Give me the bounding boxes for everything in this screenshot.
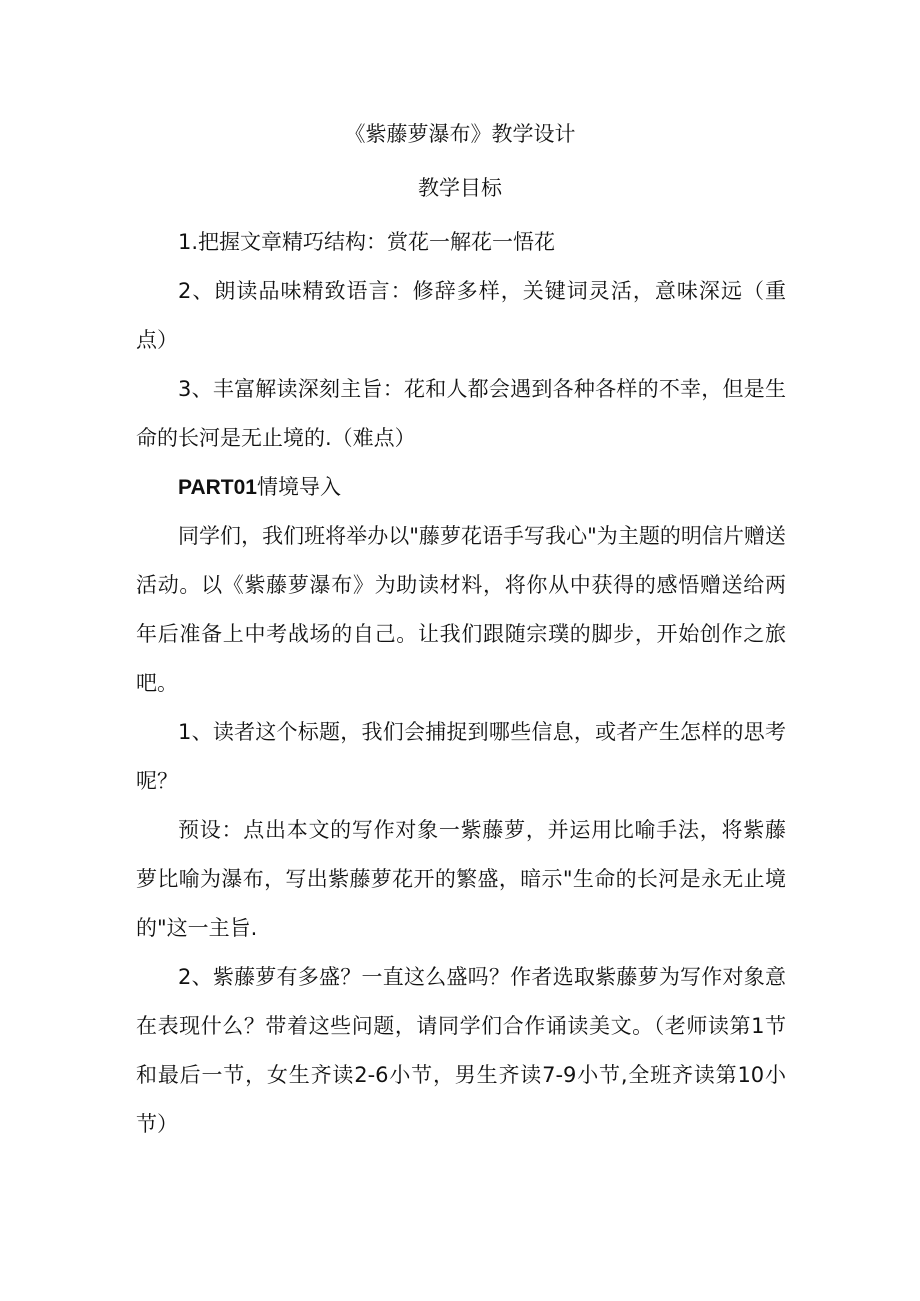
part-number: PART01 bbox=[178, 476, 257, 499]
part-heading bbox=[136, 463, 786, 512]
document-title: 《紫藤萝瀑布》教学设计 bbox=[344, 122, 576, 146]
preset-answer: 预设：点出本文的写作对象一紫藤萝，并运用比喻手法，将紫藤萝比喻为瀑布，写出紫藤萝花开的繁盛，暗示"生命的长河是永无止境的"这一主旨. bbox=[136, 818, 786, 940]
objective-2: 2、朗读品味精致语言：修辞多样，关键词灵活，意味深远（重点） bbox=[136, 279, 786, 352]
objective-1: 1.把握文章精巧结构：赏花一解花一悟花 bbox=[178, 230, 556, 254]
objectives-heading: 教学目标 bbox=[418, 176, 502, 200]
objective-3: 3、丰富解读深刻主旨：花和人都会遇到各种各样的不幸，但是生命的长河是无止境的.（难点） bbox=[136, 377, 786, 450]
part-title: 情境导入 bbox=[256, 475, 341, 499]
question-1: 1、读者这个标题，我们会捕捉到哪些信息，或者产生怎样的思考呢？ bbox=[136, 720, 786, 793]
intro-paragraph: 同学们，我们班将举办以"藤萝花语手写我心"为主题的明信片赠送活动。以《紫藤萝瀑布》为助读材料，将你从中获得的感悟赠送给两年后准备上中考战场的自己。让我们跟随宗璞的脚步，开始创作之旅吧。 bbox=[136, 524, 786, 695]
question-2: 2、紫藤萝有多盛？一直这么盛吗？作者选取紫藤萝为写作对象意在表现什么？带着这些问题，请同学们合作诵读美文。（老师读第1节和最后一节，女生齐读2-6小节，男生齐读7-9小节,全班齐读第10小节） bbox=[136, 965, 786, 1136]
